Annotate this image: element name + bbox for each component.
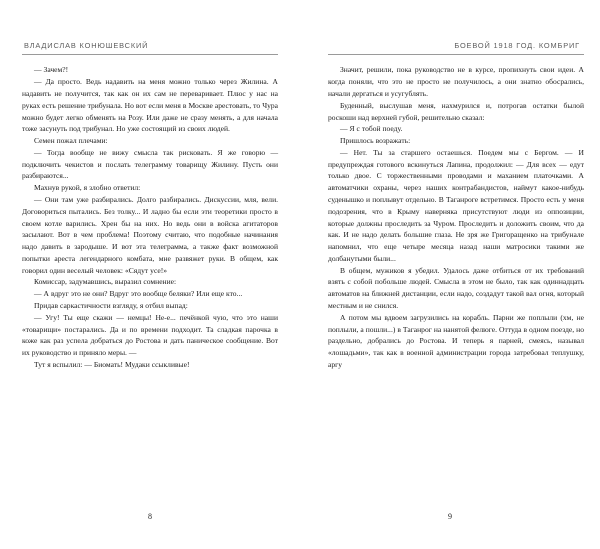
left-page-running-head: ВЛАДИСЛАВ КОНЮШЕВСКИЙ	[24, 41, 149, 50]
paragraph: Махнув рукой, я злобно ответил:	[34, 183, 141, 193]
paragraph: — Я с тобой поеду.	[340, 124, 403, 134]
paragraph: Семен пожал плечами:	[34, 136, 108, 146]
paragraph: — А вдруг это не они? Вдруг это вообще беляки? Или еще кто...	[34, 289, 243, 299]
paragraph: — Зачем?!	[34, 65, 69, 75]
paragraph: Буденный, выслушав меня, нахмурился и, потрогав остатки былой роскоши над верхней губой, решительно сказал:	[328, 100, 584, 122]
paragraph: — Угу! Ты еще скажи — немцы! Не-е... печёнкой чую, что это наши «товарищи» постарались. Да и по времени подходит. Та сладкая парочка в коже как раз успела добраться до Ростова и дать паническое сообщение. Вот их руководство и приняло меры. —	[22, 312, 278, 358]
left-page-folio: 8	[148, 512, 152, 521]
left-page-head-rule	[22, 54, 278, 55]
paragraph: — Да просто. Ведь надавить на меня можно только через Жилина. А надавить не получится, так как он их сам не переваривает. Плюс у нас на руках есть решение трибунала. Но вот если меня в Москве арестовать, то Чура можно будет легко обменять на Розу. Или даже не сразу менять, а для начала тоже засунуть под трибунал. Но уже состоящий из своих людей.	[22, 77, 278, 134]
paragraph: — Нет. Ты за старшего остаешься. Поедем мы с Бергом. — И предупреждая готового вскинуться Лапина, продолжил: — Для всех — едут только двое. С торжественными проводами и маханием платочками. А автоматчики охраны, через наших контрабандистов, наймут какое-нибудь суденышко и поплывут отдельно. В Таганроге встретимся. Просто есть у меня подозрения, что в Крыму наверняка присутствуют люди из оппозиции, которые должны проследить за Чуром. Проследить и доложить своим, что да как. И не надо делать большие глаза. Не зря же Григоращенко на трибунале напомнил, что еще четыре месяца назад наши матросики такими же долбанутыми были...	[328, 147, 584, 263]
right-page-head-rule	[328, 54, 584, 55]
right-page-running-head: БОЕВОЙ 1918 ГОД. КОМБРИГ	[454, 41, 580, 50]
paragraph: Комиссар, задумавшись, выразил сомнение:	[34, 277, 177, 287]
paragraph: Тут я вспылил: — Биомать! Мудаки ссыкливые!	[34, 359, 190, 369]
right-page	[300, 0, 600, 549]
right-page-body	[328, 64, 584, 370]
paragraph: Значит, решили, пока руководство не в курсе, пропихнуть свои идеи. А когда поняли, что это не просто не получилось, а они знатно обосрались, начали дергаться и усугублять.	[328, 65, 584, 98]
paragraph: — Тогда вообще не вижу смысла так рисковать. Я же говорю — подключить чекистов и послать телеграмму товарищу Жилину. Пусть они разбираются...	[22, 147, 278, 181]
paragraph: Пришлось возражать:	[340, 136, 411, 146]
paragraph: А потом мы вдвоем загрузились на корабль. Парни же поплыли (хм, не поплыли, а пошли...) в Таганрог на нанятой фелюге. Оттуда в одном поезде, но раздельно, добрались до Ростова. И теперь я парней, смеясь, называл «лошадьми», так как в военной администрации города затребовал теплушку, аргу	[328, 312, 584, 369]
right-page-folio: 9	[448, 512, 452, 521]
paragraph: Придав саркастичности взгляду, я отбил выпад:	[34, 301, 188, 311]
left-page-body	[22, 64, 278, 370]
paragraph: В общем, мужиков я убедил. Удалось даже отбиться от их требований взять с собой побольше людей. Смысла в этом не было, так как одиннадцать автоматов на ближней дистанции, если надо, создадут такой вал огня, который местным и не снился.	[328, 265, 584, 311]
paragraph: — Они там уже разбирались. Долго разбирались. Дискуссии, мля, вели. Договориться пытались. Без толку... И ладно бы если эти теоретики просто в своем котле варились. Хрен бы на них. Но ведь они в войска агитаторов засылают. Вот в чем проблема! Поэтому считаю, что подобные начинания надо давить в зародыше. И вот эта телеграмма, а также факт возможной попытки ареста легендарного комбата, мне развяжет руки. В общем, как говорил один веселый человек: «Сядут усе!»	[22, 195, 278, 275]
